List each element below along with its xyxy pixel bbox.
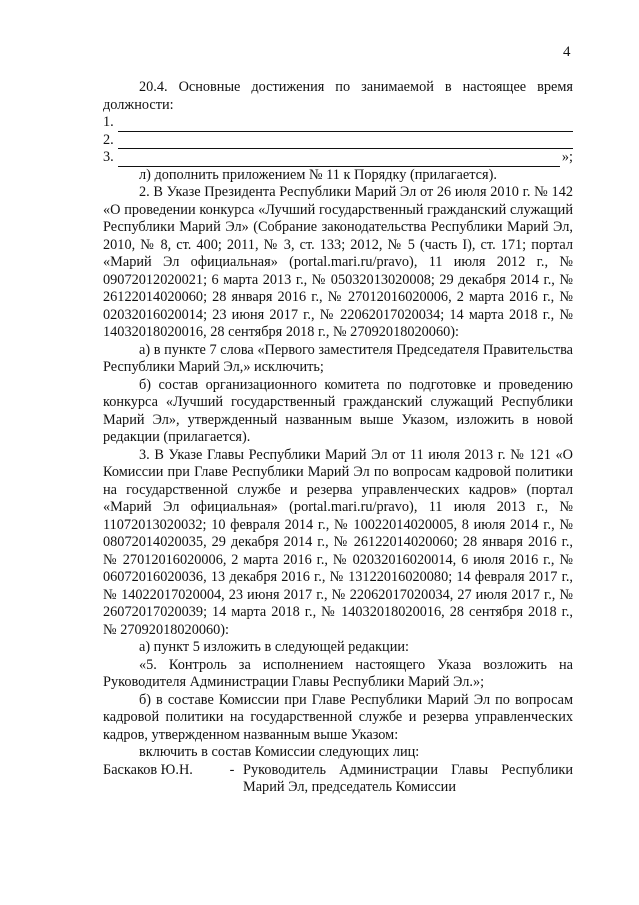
paragraph-2: 2. В Указе Президента Республики Марий Эл от 26 июля 2010 г. № 142 «О проведении конкурса «Лучший государственный гражданский служащий Республики Марий Эл» (Собрание законодательства Республики Марий Эл, 2010, № 8, ст. 400; 2011, № 3, ст. 133; 2012, № 5 (часть I), ст. 171; портал «Марий Эл официальная» (portal.mari.ru/pravo), 11 июля 2012 г., № 09072012020021; 6 марта 2013 г., № 05032013020008; 29 декабря 2014 г., № 26122014020060; 28 января 2016 г., № 27012016020006, 2 марта 2016 г., № 02032016020014; 23 июня 2017 г., № 22062017020034; 14 марта 2018 г., № 14032018020016, 28 сентября 2018 г., № 27092018020060): xyxy=(103,184,573,340)
paragraph-2b: б) состав организационного комитета по подготовке и проведению конкурса «Лучший государственный гражданский служащий Республики Марий Эл», утвержденный названным выше Указом, изложить в новой редакции (прилагается). xyxy=(103,376,573,445)
blank-line-number: 3. xyxy=(103,149,114,165)
member-name: Баскаков Ю.Н. xyxy=(103,761,193,778)
paragraph-2a: а) в пункте 7 слова «Первого заместителя Председателя Правительства Республики Марий Эл,» исключить; xyxy=(103,341,573,375)
commission-member-row xyxy=(103,762,573,797)
section-20-4-heading: 20.4. Основные достижения по занимаемой в настоящее время должности: xyxy=(103,79,573,113)
paragraph-l: л) дополнить приложением № 11 к Порядку (прилагается). xyxy=(139,166,497,183)
blank-line-1 xyxy=(103,114,573,132)
paragraph-3: 3. В Указе Главы Республики Марий Эл от 11 июля 2013 г. № 121 «О Комиссии при Главе Республики Марий Эл по вопросам кадровой политики на государственной службе и резерва управленческих кадров» (портал «Марий Эл официальная» (portal.mari.ru/pravo), 11 июля 2013 г., № 11072013020032; 10 февраля 2014 г., № 10022014020005, 8 июля 2014 г., № 08072014020035, 29 декабря 2014 г., № 26122014020060; 28 января 2016 г., № 27012016020006, 2 марта 2016 г., № 02032016020014, 6 июля 2016 г., № 06072016020036, 13 декабря 2016 г., № 13122016020080; 14 февраля 2017 г., № 14022017020004, 23 июня 2017 г., № 22062017020034, 27 июля 2017 г., № 26072017020039; 14 марта 2018 г., № 14032018020016, 28 сентября 2018 г., № 27092018020060): xyxy=(103,446,573,638)
blank-line-number: 2. xyxy=(103,131,114,148)
blank-line-3 xyxy=(103,149,573,167)
paragraph-include: включить в состав Комиссии следующих лиц: xyxy=(139,744,420,760)
blank-line-2 xyxy=(103,132,573,150)
blank-line-rule xyxy=(118,119,573,132)
blank-line-rule xyxy=(118,154,560,167)
paragraph-3a: а) пункт 5 изложить в следующей редакции: xyxy=(139,639,409,655)
page-number: 4 xyxy=(563,44,571,60)
paragraph-3b: б) в составе Комиссии при Главе Республики Марий Эл по вопросам кадровой политики на государственной службе и резерва управленческих кадров, утвержденном названным выше Указом: xyxy=(103,691,573,743)
blank-line-tail: »; xyxy=(561,149,573,165)
blank-line-number: 1. xyxy=(103,114,114,130)
member-dash: - xyxy=(229,761,235,778)
member-role: Руководитель Администрации Главы Республики Марий Эл, председатель Комиссии xyxy=(243,761,573,795)
blank-line-rule xyxy=(118,136,573,149)
paragraph-3a-quote: «5. Контроль за исполнением настоящего Указа возложить на Руководителя Администрации Главы Республики Марий Эл.»; xyxy=(103,656,573,690)
blank-lines xyxy=(103,114,573,167)
document-body xyxy=(103,79,573,797)
